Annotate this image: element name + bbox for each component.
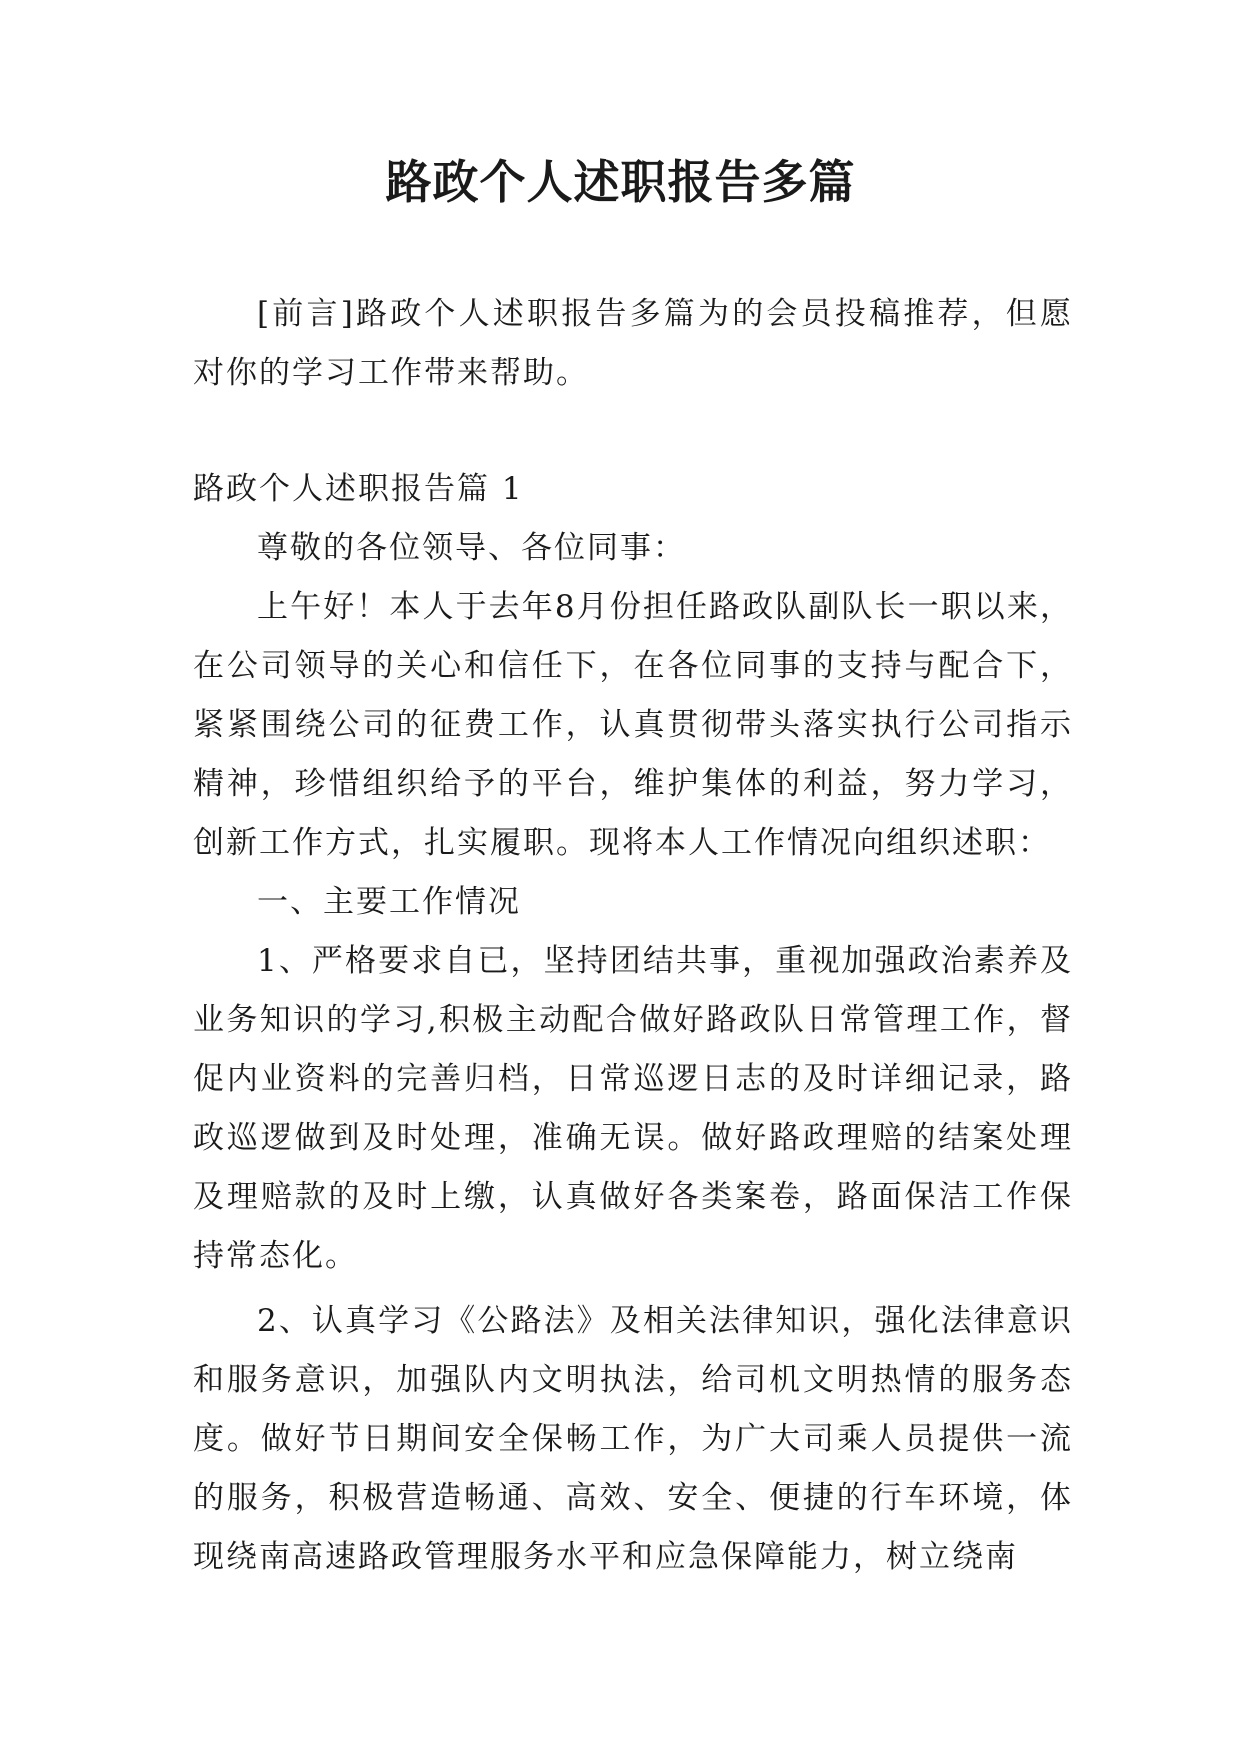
paragraph-item-2: 2、认真学习《公路法》及相关法律知识，强化法律意识和服务意识，加强队内文明执法，给司机文明热情的服务态度。做好节日期间安全保畅工作，为广大司乘人员提供一流的服务，积极营造畅通、高效、安全、便捷的行车环境，体现绕南高速路政管理服务水平和应急保障能力，树立绕南 xyxy=(193,1303,1073,1575)
preface-paragraph: [前言]路政个人述职报告多篇为的会员投稿推荐，但愿对你的学习工作带来帮助。 xyxy=(193,296,1073,391)
section-heading: 路政个人述职报告篇 1 xyxy=(193,471,524,507)
paragraph-item-1: 1、严格要求自已，坚持团结共事，重视加强政治素养及业务知识的学习,积极主动配合做好路政队日常管理工作，督促内业资料的完善归档，日常巡逻日志的及时详细记录，路政巡逻做到及时处理，准确无误。做好路政理赔的结案处理及理赔款的及时上缴，认真做好各类案卷，路面保洁工作保持常态化。 xyxy=(193,943,1073,1274)
report-section xyxy=(193,460,1073,1587)
paragraph-intro: 上午好！本人于去年8月份担任路政队副队长一职以来，在公司领导的关心和信任下，在各位同事的支持与配合下，紧紧围绕公司的征费工作，认真贯彻带头落实执行公司指示精神，珍惜组织给予的平台，维护集体的利益，努力学习，创新工作方式，扎实履职。现将本人工作情况向组织述职： xyxy=(193,589,1073,861)
document-title: 路政个人述职报告多篇 xyxy=(385,155,856,209)
paragraph-heading-main-work: 一、主要工作情况 xyxy=(257,884,521,920)
salutation: 尊敬的各位领导、各位同事： xyxy=(257,530,686,566)
preface-block xyxy=(193,285,1073,403)
